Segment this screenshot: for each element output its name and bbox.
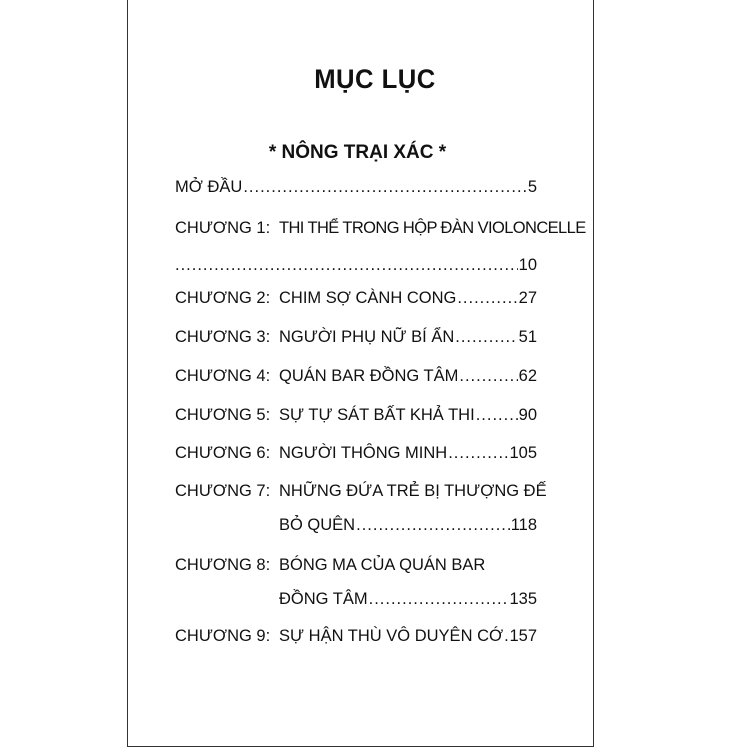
chapter-label: CHƯƠNG 5: <box>175 406 271 424</box>
leader-dots <box>448 444 508 463</box>
toc-entry <box>175 444 537 463</box>
toc-entry <box>175 406 537 425</box>
page-number: 62 <box>518 367 537 385</box>
entry-title: MỞ ĐẦU <box>175 178 243 196</box>
leader-dots <box>243 178 526 197</box>
page-number: 90 <box>518 406 537 424</box>
leader-dots <box>175 256 518 275</box>
page-number: 10 <box>518 256 537 274</box>
entry-title: THI THỂ TRONG HỘP ĐÀN VIOLONCELLE <box>279 219 586 237</box>
chapter-label: CHƯƠNG 9: <box>175 627 271 645</box>
entry-title: QUÁN BAR ĐỒNG TÂM <box>279 367 459 385</box>
leader-dots <box>459 367 517 386</box>
toc-entry <box>175 178 537 197</box>
page-number: 118 <box>510 516 537 534</box>
toc-entry <box>175 367 537 386</box>
page-number: 51 <box>518 328 537 346</box>
leader-dots <box>504 627 508 646</box>
entry-title-continued: ĐỒNG TÂM <box>279 590 368 608</box>
toc-entry <box>175 328 537 347</box>
entry-title: CHIM SỢ CÀNH CONG <box>279 289 457 307</box>
page-number: 157 <box>509 627 537 645</box>
entry-title-continued: BỎ QUÊN <box>279 516 356 534</box>
leader-dots <box>476 406 518 425</box>
entry-title: NHỮNG ĐỨA TRẺ BỊ THƯỢNG ĐẾ <box>279 482 547 500</box>
toc-entry <box>175 289 537 308</box>
toc-entry <box>175 556 537 575</box>
chapter-label: CHƯƠNG 7: <box>175 482 271 500</box>
entry-title: BÓNG MA CỦA QUÁN BAR <box>279 556 486 574</box>
entry-title: SỰ TỰ SÁT BẤT KHẢ THI <box>279 406 475 424</box>
leader-dots <box>455 328 517 347</box>
chapter-label: CHƯƠNG 6: <box>175 444 271 462</box>
entry-title: NGƯỜI PHỤ NỮ BÍ ẨN <box>279 328 455 346</box>
page-number: 27 <box>518 289 537 307</box>
chapter-label: CHƯƠNG 2: <box>175 289 271 307</box>
toc-entry-continued <box>175 590 537 609</box>
toc-entry <box>175 219 586 238</box>
page-title: MỤC LỤC <box>314 64 436 94</box>
entry-title: NGƯỜI THÔNG MINH <box>279 444 448 462</box>
chapter-label: CHƯƠNG 1: <box>175 219 271 237</box>
toc-entry <box>175 627 537 646</box>
page-number: 105 <box>509 444 537 462</box>
leader-dots <box>457 289 517 308</box>
leader-dots <box>356 516 510 535</box>
entry-title: SỰ HẬN THÙ VÔ DUYÊN CỚ <box>279 627 504 645</box>
page-number: 135 <box>509 590 537 608</box>
page-number: 5 <box>527 178 537 196</box>
section-heading: * NÔNG TRẠI XÁC * <box>268 142 447 163</box>
chapter-label: CHƯƠNG 4: <box>175 367 271 385</box>
toc-entry <box>175 482 547 501</box>
toc-entry-continued <box>175 516 537 535</box>
toc-entry-continued <box>175 256 537 275</box>
chapter-label: CHƯƠNG 3: <box>175 328 271 346</box>
chapter-label: CHƯƠNG 8: <box>175 556 271 574</box>
leader-dots <box>369 590 509 609</box>
